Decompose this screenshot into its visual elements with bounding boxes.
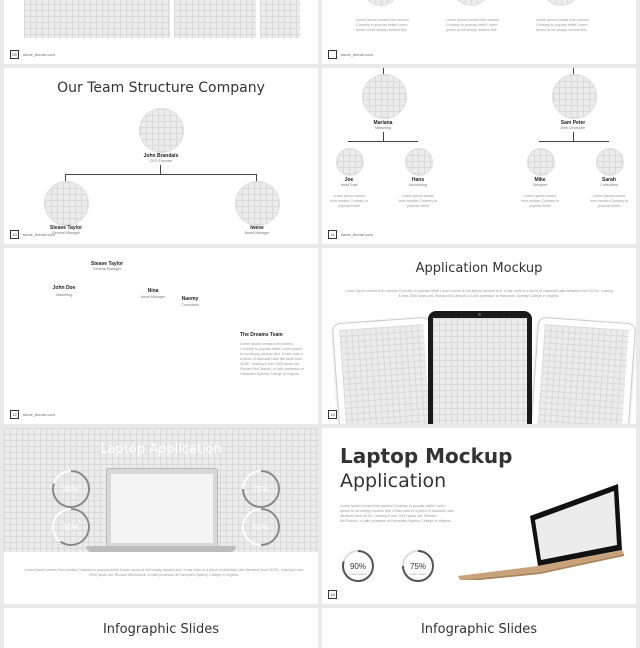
slide-6[interactable] bbox=[322, 248, 636, 424]
slide-title-line1: Laptop Mockup bbox=[340, 444, 513, 468]
photo-placeholder bbox=[596, 148, 624, 176]
slide-footer bbox=[10, 230, 55, 239]
bottom-band bbox=[4, 552, 318, 604]
slide-9[interactable] bbox=[4, 608, 318, 648]
slide-title: Laptop Application bbox=[100, 442, 222, 457]
slide-footer bbox=[328, 410, 337, 419]
member-text: Lorem ipsum comes from section Contrary to popular belief bbox=[329, 194, 369, 208]
photo-placeholder bbox=[542, 0, 580, 6]
slide-text: Lorem ipsum comes from section Contrary to popular belief Lorem Ipsum is not simply random text. It has roots in a piece of classical Latin literature from 45 BC, making it over 2000 years old. Richard McClintock, a Latin professor at Hampden-Sydney College in Virginia. bbox=[340, 504, 455, 523]
ring-value: 90% bbox=[62, 485, 80, 494]
photo-placeholder bbox=[336, 148, 364, 176]
slide-title: Infographic Slides bbox=[102, 622, 220, 637]
slide-10[interactable] bbox=[322, 608, 636, 648]
photo-placeholder bbox=[362, 74, 407, 119]
laptop-lid bbox=[106, 468, 218, 548]
laptop bbox=[102, 468, 222, 556]
person-role: Web Developer bbox=[560, 126, 586, 130]
person-name: Mariana bbox=[373, 120, 393, 126]
photo-placeholder bbox=[44, 181, 89, 226]
slide-number: 13 bbox=[328, 410, 337, 419]
slide-2[interactable] bbox=[322, 0, 636, 64]
person-name: John Doe bbox=[52, 285, 76, 291]
footer-brand: some_theme.com bbox=[341, 52, 373, 57]
person-name: Iwese bbox=[250, 225, 264, 231]
person-name: John Brandals bbox=[143, 153, 179, 159]
person-name: Mike bbox=[534, 177, 546, 183]
progress-ring bbox=[50, 468, 92, 510]
ring-value: 60% bbox=[62, 523, 80, 532]
photo-placeholder bbox=[452, 0, 490, 6]
person-name: Nina bbox=[147, 288, 159, 294]
ring-value: 75% bbox=[409, 562, 427, 571]
slide-title-line2: Application bbox=[340, 470, 447, 492]
image-placeholder bbox=[260, 0, 300, 38]
person-name: Sarah bbox=[602, 177, 616, 183]
footer-brand: some_theme.com bbox=[23, 412, 55, 417]
ring-label: Lorem ipsum bbox=[409, 572, 427, 576]
person-role: Asset Manager bbox=[140, 295, 166, 299]
tablet-screen bbox=[433, 318, 527, 424]
connector-line bbox=[160, 165, 161, 174]
ring-value: 90% bbox=[349, 562, 367, 571]
slide-footer bbox=[10, 50, 55, 59]
person-name: Steave Taylor bbox=[49, 225, 83, 231]
progress-ring bbox=[240, 506, 282, 548]
slide-number: 10 bbox=[10, 230, 19, 239]
slide-footer bbox=[328, 50, 373, 59]
person-role: Consultant bbox=[600, 183, 618, 187]
ring-value: 50% bbox=[252, 523, 270, 532]
slide-7[interactable] bbox=[4, 428, 318, 604]
slide-number bbox=[328, 50, 337, 59]
feature-text: Lorem ipsum comes from section Contrary to popular belief Lorem Ipsum is not simply random text bbox=[536, 18, 589, 32]
slide-text: Lorem ipsum comes from section Contrary to popular belief Lorem Ipsum is not simply random text. It has roots in a piece of classical Latin literature from 45 BC, making it over 2000 years old. Richard McClintock, a Latin professor at Hampden-Sydney College in Virginia. bbox=[24, 568, 304, 577]
progress-ring bbox=[240, 468, 282, 510]
member-text: Lorem ipsum comes from section Contrary to popular belief bbox=[398, 194, 438, 208]
tablet-screen bbox=[339, 324, 430, 424]
person-role: Designer bbox=[532, 183, 548, 187]
photo-placeholder bbox=[235, 181, 280, 226]
photo-placeholder bbox=[139, 108, 184, 153]
person-role: Marketing bbox=[375, 126, 391, 130]
laptop-illustration bbox=[458, 480, 626, 580]
slide-title: Our Team Structure Company bbox=[57, 80, 265, 96]
slide-4[interactable] bbox=[322, 68, 636, 244]
slide-number: 15 bbox=[328, 590, 337, 599]
slide-3[interactable] bbox=[4, 68, 318, 244]
feature-text: Lorem ipsum comes from section Contrary to popular belief Lorem Ipsum is not simply random text bbox=[356, 18, 409, 32]
person-name: Sam Peter bbox=[560, 120, 586, 126]
person-role: Marketing bbox=[56, 293, 72, 297]
person-role: General Manager bbox=[52, 231, 80, 235]
slide-1[interactable] bbox=[4, 0, 318, 64]
member-text: Lorem ipsum comes from section Contrary to popular belief bbox=[520, 194, 560, 208]
tablet-left bbox=[332, 317, 438, 424]
slide-number: 12 bbox=[10, 410, 19, 419]
ring-value: 75% bbox=[252, 485, 270, 494]
person-name: Hans bbox=[411, 177, 425, 183]
person-role: General Manager bbox=[93, 267, 121, 271]
team-text: Lorem ipsum comes from section Contrary to popular belief Lorem Ipsum is not simply random text. It has roots in a piece of classical Latin literature from 45 BC, making it over 2000 years old. Richard McClintock, a Latin professor at Hampden-Sydney College in Virginia. bbox=[240, 342, 304, 376]
tablet-screen bbox=[537, 324, 628, 424]
camera-icon bbox=[478, 313, 481, 316]
progress-ring bbox=[400, 548, 436, 584]
image-placeholder bbox=[174, 0, 256, 38]
person-role: CEO Founder bbox=[149, 159, 173, 163]
slide-number: 09 bbox=[10, 50, 19, 59]
connector-line bbox=[573, 68, 574, 74]
tablet-right bbox=[530, 317, 636, 424]
slide-footer bbox=[328, 590, 337, 599]
photo-placeholder bbox=[362, 0, 400, 6]
member-text: Lorem ipsum comes from section Contrary to popular belief bbox=[589, 194, 629, 208]
feature-text: Lorem ipsum comes from section Contrary to popular belief Lorem Ipsum is not simply random text bbox=[446, 18, 499, 32]
person-role: Brand Manager bbox=[244, 231, 270, 235]
person-name: Joe bbox=[344, 177, 354, 183]
slide-8[interactable] bbox=[322, 428, 636, 604]
ring-label: Lorem ipsum bbox=[349, 572, 367, 576]
person-role: Head Sale bbox=[340, 183, 358, 187]
progress-ring bbox=[340, 548, 376, 584]
connector-line bbox=[65, 174, 257, 175]
team-title: The Dreams Team bbox=[240, 332, 283, 338]
connector-line bbox=[348, 141, 418, 142]
person-role: Consultant bbox=[181, 303, 199, 307]
image-placeholder bbox=[24, 0, 170, 38]
person-role: Accounting bbox=[409, 183, 427, 187]
connector-line bbox=[383, 68, 384, 74]
slide-text: Lorem ipsum comes from section Contrary to popular belief Lorem Ipsum is not simply random text. It has roots in a piece of classical Latin literature from 45 BC, making it over 2000 years old. Richard McClintock, a Latin professor at Hampden-Sydney College in Virginia. bbox=[344, 289, 614, 298]
slide-footer bbox=[10, 410, 55, 419]
slide-title: Application Mockup bbox=[415, 261, 543, 276]
slide-footer bbox=[328, 230, 373, 239]
slide-number: 11 bbox=[328, 230, 337, 239]
connector-line bbox=[383, 132, 384, 141]
laptop-base bbox=[86, 546, 236, 552]
footer-brand: some_theme.com bbox=[23, 232, 55, 237]
connector-line bbox=[539, 141, 609, 142]
slide-5[interactable] bbox=[4, 248, 318, 424]
footer-brand: some_theme.com bbox=[341, 232, 373, 237]
photo-placeholder bbox=[405, 148, 433, 176]
person-name: Steave Taylor bbox=[90, 261, 124, 267]
connector-line bbox=[573, 132, 574, 141]
person-name: Naomy bbox=[181, 296, 199, 302]
photo-placeholder bbox=[527, 148, 555, 176]
slide-title: Infographic Slides bbox=[420, 622, 538, 637]
footer-brand: some_theme.com bbox=[23, 52, 55, 57]
laptop-screen bbox=[111, 474, 213, 543]
progress-ring bbox=[50, 506, 92, 548]
tablet-center bbox=[428, 311, 532, 424]
photo-placeholder bbox=[552, 74, 597, 119]
